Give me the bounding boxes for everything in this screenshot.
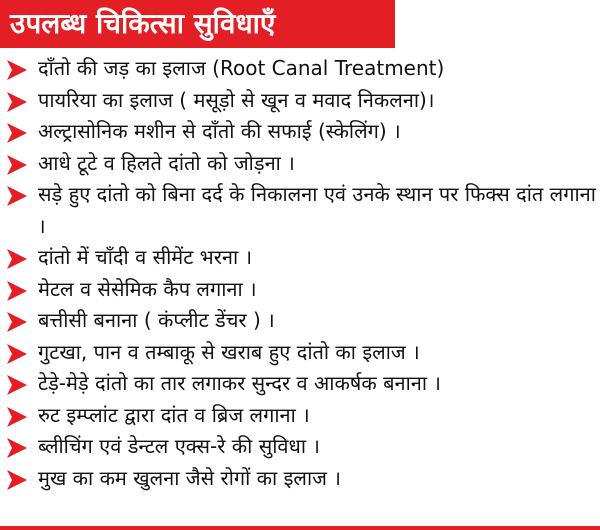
list-item bbox=[0, 368, 600, 400]
list-item bbox=[0, 274, 600, 306]
list-item-text: मेटल व सेसेमिक कैप लगाना । bbox=[38, 276, 257, 301]
list-item bbox=[0, 85, 600, 117]
title-banner bbox=[0, 0, 395, 48]
list-item bbox=[0, 53, 600, 85]
list-item-text: मुख का कम खुलना जैसे रोगों का इलाज । bbox=[38, 465, 341, 490]
arrow-bullet-icon bbox=[6, 246, 28, 272]
arrow-bullet-icon bbox=[6, 309, 28, 335]
list-item bbox=[0, 242, 600, 274]
list-item bbox=[0, 148, 600, 180]
list-item-text: अल्ट्रासोनिक मशीन से दाँतो की सफाई (स्केलिंग) । bbox=[38, 119, 401, 143]
arrow-bullet-icon bbox=[6, 120, 28, 146]
arrow-bullet-icon bbox=[6, 57, 28, 83]
list-item-text: दांतो में चाँदी व सीमेंट भरना । bbox=[38, 245, 253, 269]
arrow-bullet-icon bbox=[6, 278, 28, 304]
list-item-text: टेड़े-मेड़े दांतो का तार लगाकर सुन्दर व आकर्षक बनाना । bbox=[38, 371, 441, 395]
list-item-text: पायरिया का इलाज ( मसूड़ो से खून व मवाद निकलना)। bbox=[38, 87, 435, 112]
list-item-text: बत्तीसी बनाना ( कंप्लीट डेंचर ) । bbox=[38, 308, 275, 332]
list-item-text: सड़े हुए दांतो को बिना दर्द के निकालना एवं उनके स्थान पर फिक्स दांत लगाना । bbox=[38, 182, 596, 238]
arrow-bullet-icon bbox=[6, 152, 28, 178]
arrow-bullet-icon bbox=[6, 435, 28, 461]
bottom-divider bbox=[0, 526, 600, 530]
list-item bbox=[0, 400, 600, 432]
list-item bbox=[0, 431, 600, 463]
arrow-bullet-icon bbox=[6, 372, 28, 398]
facilities-list bbox=[0, 53, 600, 494]
list-item bbox=[0, 463, 600, 495]
list-item bbox=[0, 179, 600, 242]
list-item bbox=[0, 337, 600, 369]
page-title: उपलब्ध चिकित्सा सुविधाएँ bbox=[10, 7, 276, 40]
arrow-bullet-icon bbox=[6, 89, 28, 115]
arrow-bullet-icon bbox=[6, 341, 28, 367]
list-item-text: आधे टूटे व हिलते दांतो को जोड़ना । bbox=[38, 150, 295, 175]
list-item-text: दाँतो की जड़ का इलाज (Root Canal Treatment) bbox=[38, 56, 445, 80]
arrow-bullet-icon bbox=[6, 404, 28, 430]
list-item-text: गुटखा, पान व तम्बाकू से खराब हुए दांतो का इलाज । bbox=[38, 339, 420, 364]
list-item bbox=[0, 305, 600, 337]
list-item-text: रुट इम्प्लांट द्वारा दांत व ब्रिज लगाना । bbox=[38, 402, 310, 427]
list-item bbox=[0, 116, 600, 148]
arrow-bullet-icon bbox=[6, 183, 28, 209]
arrow-bullet-icon bbox=[6, 467, 28, 493]
list-item-text: ब्लीचिंग एवं डेन्टल एक्स-रे की सुविधा । bbox=[38, 434, 320, 458]
